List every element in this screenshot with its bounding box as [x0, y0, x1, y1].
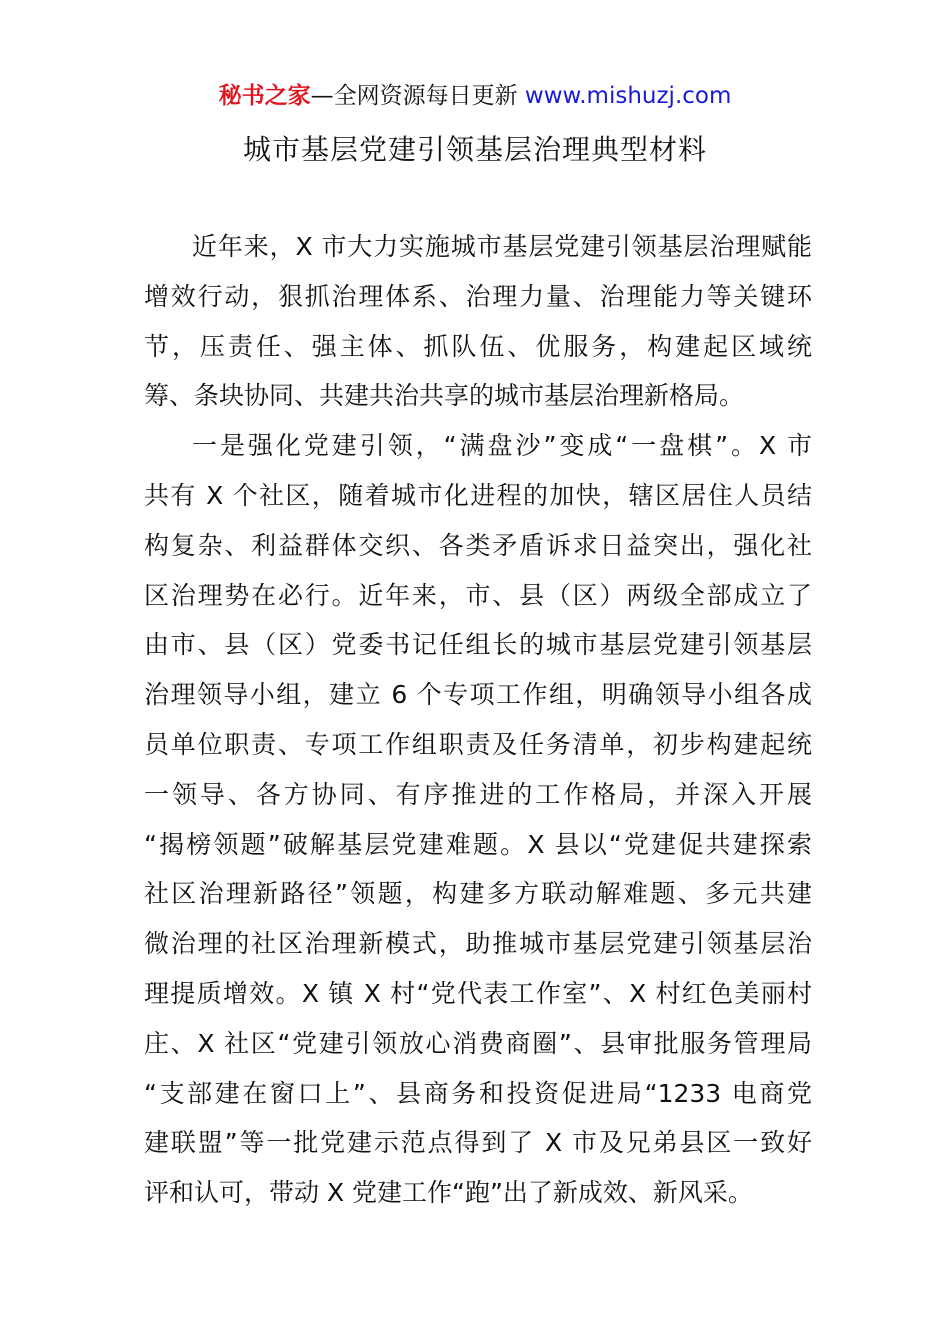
text-line: 理提质增效。X 镇 X 村“党代表工作室”、X 村红色美丽村 — [144, 978, 812, 1008]
text-line: “支部建在窗口上”、县商务和投资促进局“1233 电商党 — [144, 1078, 812, 1108]
text-line: 节，压责任、强主体、抓队伍、优服务，构建起区域统 — [144, 331, 812, 361]
banner-tagline: —全网资源每日更新 — [310, 83, 518, 109]
text-line: 建联盟”等一批党建示范点得到了 X 市及兄弟县区一致好 — [144, 1128, 812, 1158]
text-line: 社区治理新路径”领题，构建多方联动解难题、多元共建 — [144, 879, 812, 909]
document-body — [144, 222, 812, 1218]
text-line: 区治理势在必行。近年来，市、县（区）两级全部成立了 — [144, 580, 812, 610]
text-line: 员单位职责、专项工作组职责及任务清单，初步构建起统 — [144, 729, 812, 759]
text-line: 庄、X 社区“党建引领放心消费商圈”、县审批服务管理局 — [144, 1028, 812, 1058]
text-line: 构复杂、利益群体交织、各类矛盾诉求日益突出，强化社 — [144, 530, 812, 560]
brand-name: 秘书之家 — [218, 83, 311, 109]
paragraph — [144, 222, 812, 421]
site-banner — [0, 80, 950, 112]
text-line: 一是强化党建引领，“满盘沙”变成“一盘棋”。X 市 — [192, 431, 812, 461]
paragraph — [144, 421, 812, 1218]
text-line: 微治理的社区治理新模式，助推城市基层党建引领基层治 — [144, 929, 812, 959]
text-line: 筹、条块协同、共建共治共享的城市基层治理新格局。 — [144, 381, 745, 411]
text-line: 一领导、各方协同、有序推进的工作格局，并深入开展 — [144, 779, 812, 809]
text-line: 由市、县（区）党委书记任组长的城市基层党建引领基层 — [144, 630, 812, 660]
text-line: 评和认可，带动 X 党建工作“跑”出了新成效、新风采。 — [144, 1178, 753, 1208]
website-link[interactable]: www.mishuzj.com — [524, 83, 732, 109]
text-line: 增效行动，狠抓治理体系、治理力量、治理能力等关键环 — [144, 281, 812, 311]
text-line: 近年来，X 市大力实施城市基层党建引领基层治理赋能 — [192, 232, 812, 261]
text-line: “揭榜领题”破解基层党建难题。X 县以“党建促共建探索 — [144, 829, 812, 859]
document-title: 城市基层党建引领基层治理典型材料 — [242, 133, 707, 166]
text-line: 治理领导小组，建立 6 个专项工作组，明确领导小组各成 — [144, 680, 812, 710]
text-line: 共有 X 个社区，随着城市化进程的加快，辖区居住人员结 — [144, 480, 812, 510]
